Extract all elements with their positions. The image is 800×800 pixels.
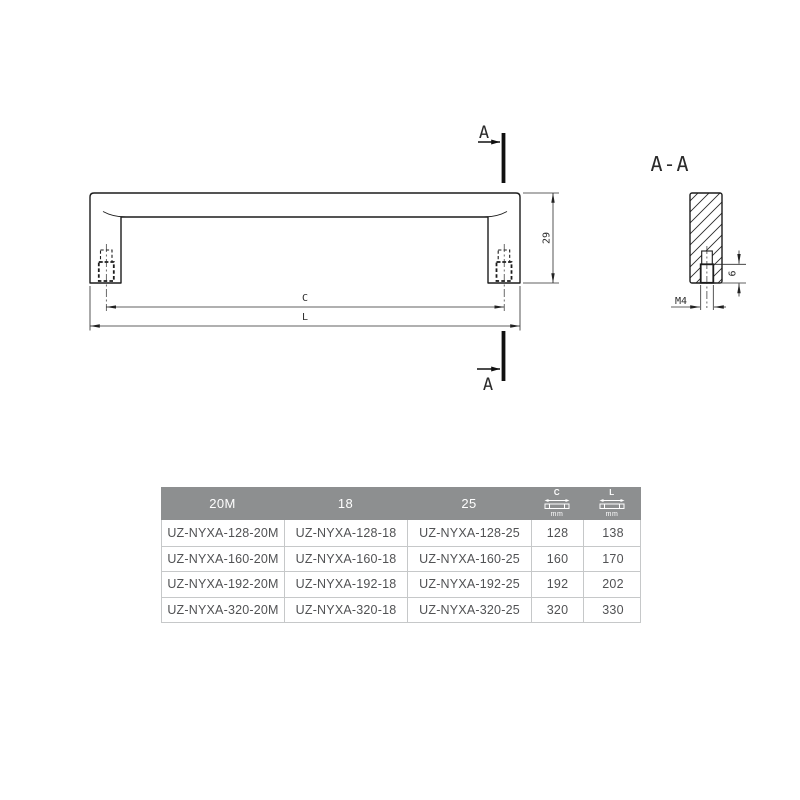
spec-table-header [161, 487, 641, 520]
spec-cell: 330 [602, 602, 624, 617]
spec-cell: UZ-NYXA-320-18 [285, 598, 408, 623]
spec-cell: UZ-NYXA-128-25 [408, 520, 532, 546]
spec-cell: UZ-NYXA-192-25 [408, 572, 532, 597]
dim-thread-depth-text: 6 [727, 270, 739, 277]
dim-c-text: C [301, 293, 309, 304]
section-letter-top: A [478, 123, 490, 143]
c-dimension-letter: C [553, 488, 561, 497]
section-marker-bottom [477, 331, 504, 395]
l-dimension-unit: mm [605, 511, 619, 518]
handle-front-outline [90, 193, 520, 283]
front-view [90, 123, 559, 395]
dimension-c [106, 293, 504, 307]
table-row [162, 546, 640, 572]
spec-cell: UZ-NYXA-160-25 [408, 547, 532, 572]
spec-table [161, 487, 641, 623]
col-header-18: 18 [337, 496, 354, 511]
col-header-25: 25 [461, 496, 477, 511]
spec-cell: 170 [602, 551, 624, 566]
col-header-c [531, 489, 583, 518]
table-row [162, 520, 640, 546]
spec-cell: UZ-NYXA-320-20M [162, 598, 285, 623]
l-dimension-letter: L [609, 488, 615, 497]
section-view [650, 152, 746, 310]
col-header-20m: 20M [209, 496, 236, 511]
length-dimension-icon [599, 498, 625, 510]
section-marker-top [478, 123, 504, 183]
dimension-thread [671, 285, 726, 310]
dimension-height [523, 193, 559, 283]
spec-cell: UZ-NYXA-128-18 [285, 520, 408, 546]
table-row [162, 597, 640, 623]
spec-cell: UZ-NYXA-320-25 [408, 598, 532, 623]
dim-thread-text: M4 [674, 296, 688, 307]
spec-cell: 320 [532, 598, 584, 623]
col-header-l [583, 489, 641, 518]
spec-cell: UZ-NYXA-192-18 [285, 572, 408, 597]
c-dimension-unit: mm [550, 511, 564, 518]
spec-cell: UZ-NYXA-192-20M [162, 572, 285, 597]
spec-cell: 138 [602, 525, 624, 540]
spec-cell: UZ-NYXA-160-18 [285, 547, 408, 572]
spec-cell: 192 [532, 572, 584, 597]
spec-cell: UZ-NYXA-160-20M [162, 547, 285, 572]
width-dimension-icon [544, 498, 570, 510]
dim-height-text: 29 [541, 231, 553, 245]
table-row [162, 571, 640, 597]
spec-cell: UZ-NYXA-128-20M [162, 520, 285, 546]
spec-table-body [161, 520, 641, 623]
section-title: A-A [650, 152, 690, 176]
spec-cell: 202 [602, 577, 624, 592]
dim-l-text: L [301, 312, 309, 323]
section-letter-bottom: A [482, 375, 494, 395]
spec-cell: 160 [532, 547, 584, 572]
spec-cell: 128 [532, 520, 584, 546]
